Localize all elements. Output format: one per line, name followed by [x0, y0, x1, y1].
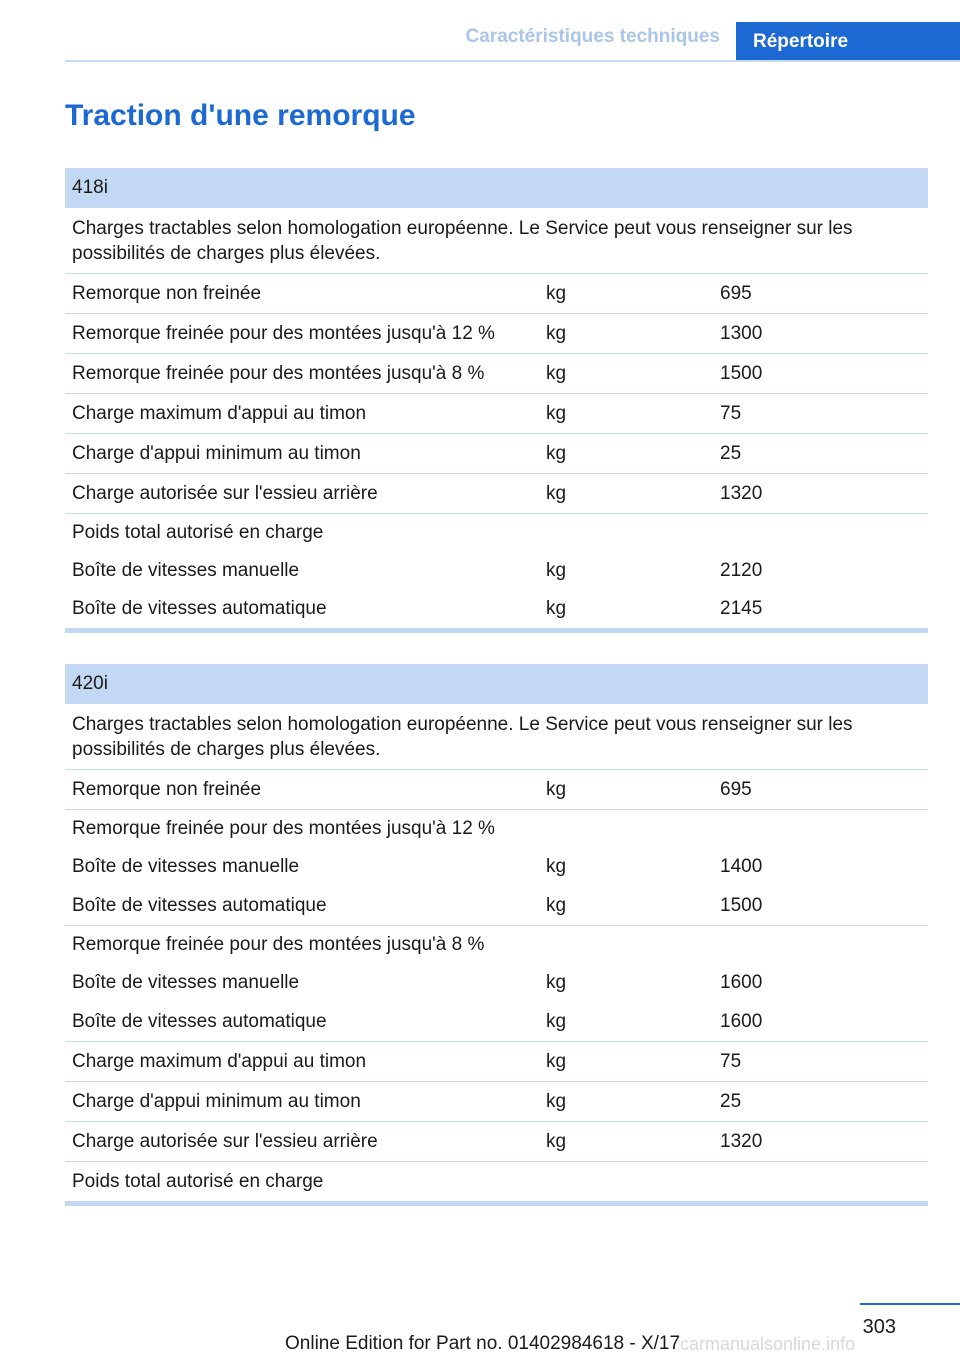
row-unit: kg [546, 322, 567, 344]
row-unit: kg [546, 1090, 567, 1112]
row-label: Poids total autorisé en charge [72, 1170, 324, 1192]
row-value: 1600 [720, 1010, 763, 1032]
tab-index[interactable]: Répertoire [736, 22, 960, 62]
row-label: Charge d'appui minimum au timon [72, 1090, 361, 1112]
spec-heading: 418i [65, 168, 928, 208]
tab-technical-specs[interactable]: Caractéristiques techniques [465, 26, 720, 47]
row-label: Boîte de vitesses manuelle [72, 972, 300, 993]
footer-divider [860, 1303, 960, 1305]
row-unit: kg [546, 560, 567, 581]
table-row [65, 514, 928, 552]
row-unit: kg [546, 1130, 567, 1152]
nav-divider [65, 60, 960, 62]
row-label: Boîte de vitesses manuelle [72, 856, 300, 877]
table-row [65, 474, 928, 514]
row-label: Boîte de vitesses manuelle [72, 560, 300, 581]
row-label: Charge d'appui minimum au timon [72, 442, 361, 464]
row-value: 2145 [720, 598, 763, 619]
spec-table-420i [65, 664, 928, 1206]
row-value: 1400 [720, 856, 763, 877]
row-label: Remorque freinée pour des montées jusqu'à 12 % [72, 322, 495, 344]
row-value: 1300 [720, 322, 763, 344]
row-label: Charge autorisée sur l'essieu arrière [72, 1130, 378, 1152]
table-row [65, 354, 928, 394]
table-row [65, 770, 928, 810]
table-row [65, 848, 928, 886]
table-row [65, 926, 928, 964]
table-row [65, 552, 928, 590]
top-navigation [65, 0, 960, 62]
table-row [65, 590, 928, 628]
row-unit: kg [546, 1010, 567, 1032]
table-row [65, 1082, 928, 1122]
row-value: 25 [720, 442, 742, 464]
spec-intro: Charges tractables selon homologation européenne. Le Service peut vous renseigner sur les possibilités de charges plus élevées. [65, 208, 928, 274]
row-unit: kg [546, 894, 567, 916]
row-value: 695 [720, 778, 752, 800]
row-unit: kg [546, 1050, 567, 1072]
edition-note: Online Edition for Part no. 01402984618 - X/17 [285, 1333, 681, 1354]
row-value: 1320 [720, 482, 763, 504]
table-row [65, 1042, 928, 1082]
table-row [65, 394, 928, 434]
spec-table-418i [65, 168, 928, 633]
row-label: Charge maximum d'appui au timon [72, 402, 367, 424]
row-unit: kg [546, 598, 567, 619]
row-value: 695 [720, 282, 752, 304]
table-end-bar [65, 1201, 928, 1206]
watermark: carmanualsonline.info [680, 1334, 856, 1354]
table-row [65, 886, 928, 926]
row-label: Boîte de vitesses automatique [72, 894, 327, 916]
row-label: Boîte de vitesses automatique [72, 598, 327, 619]
table-row [65, 964, 928, 1002]
page-number: 303 [862, 1316, 896, 1338]
row-label: Remorque non freinée [72, 778, 262, 800]
row-unit: kg [546, 856, 567, 877]
row-unit: kg [546, 282, 567, 304]
row-label: Remorque non freinée [72, 282, 262, 304]
table-row [65, 274, 928, 314]
table-row [65, 810, 928, 848]
row-value: 75 [720, 1050, 742, 1072]
table-row [65, 434, 928, 474]
row-unit: kg [546, 442, 567, 464]
row-label: Charge maximum d'appui au timon [72, 1050, 367, 1072]
row-value: 1500 [720, 894, 763, 916]
row-unit: kg [546, 972, 567, 993]
row-label: Remorque freinée pour des montées jusqu'à 8 % [72, 934, 485, 955]
row-unit: kg [546, 482, 567, 504]
row-value: 1320 [720, 1130, 763, 1152]
row-unit: kg [546, 362, 567, 384]
row-value: 75 [720, 402, 742, 424]
row-value: 2120 [720, 560, 763, 581]
row-value: 1600 [720, 972, 763, 993]
row-label: Charge autorisée sur l'essieu arrière [72, 482, 378, 504]
table-row [65, 1162, 928, 1201]
table-row [65, 1002, 928, 1042]
row-label: Boîte de vitesses automatique [72, 1010, 327, 1032]
table-row [65, 314, 928, 354]
row-unit: kg [546, 778, 567, 800]
row-unit: kg [546, 402, 567, 424]
row-label: Remorque freinée pour des montées jusqu'à 12 % [72, 818, 495, 839]
spec-heading: 420i [65, 664, 928, 704]
row-label: Remorque freinée pour des montées jusqu'à 8 % [72, 362, 485, 384]
table-end-bar [65, 628, 928, 633]
table-row [65, 1122, 928, 1162]
page-title: Traction d'une remorque [65, 99, 416, 132]
row-label: Poids total autorisé en charge [72, 522, 324, 543]
spec-intro: Charges tractables selon homologation européenne. Le Service peut vous renseigner sur les possibilités de charges plus élevées. [65, 704, 928, 770]
row-value: 1500 [720, 362, 763, 384]
row-value: 25 [720, 1090, 742, 1112]
